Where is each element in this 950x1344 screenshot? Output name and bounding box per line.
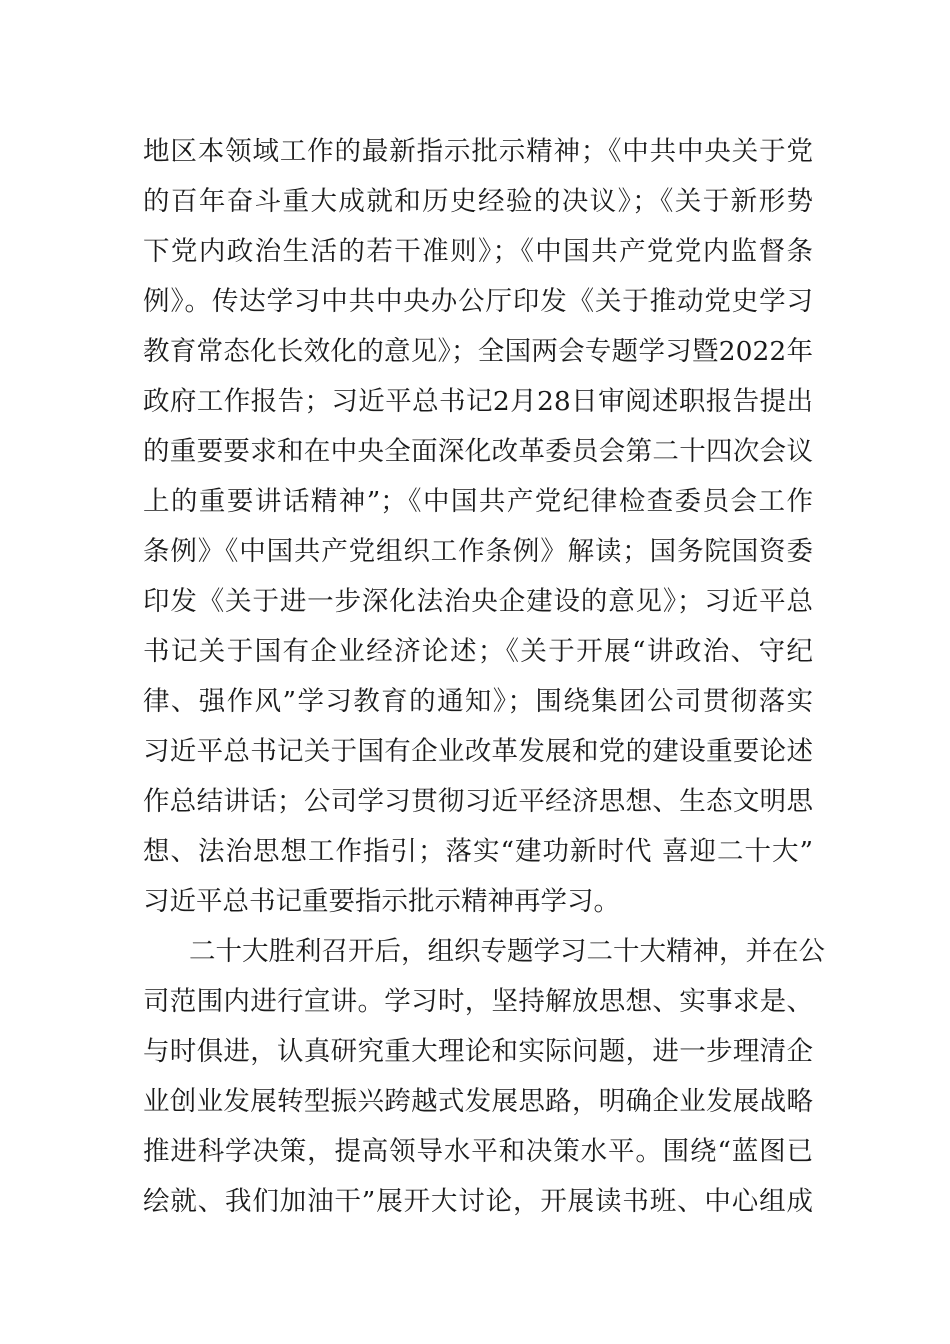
text-line: 的重要要求和在中央全面深化改革委员会第二十四次会议 [143,436,813,467]
text-line: 司范围内进行宣讲。学习时，坚持解放思想、实事求是、 [143,986,813,1017]
text-line: 政府工作报告；习近平总书记2月28日审阅述职报告提出 [143,386,813,417]
text-line: 习近平总书记关于国有企业改革发展和党的建设重要论述 [143,736,813,767]
text-line: 习近平总书记重要指示批示精神再学习。 [143,886,620,917]
text-line: 印发《关于进一步深化法治央企建设的意见》；习近平总 [143,586,813,617]
text-line: 推进科学决策，提高领导水平和决策水平。围绕“蓝图已 [143,1136,813,1167]
text-line: 业创业发展转型振兴跨越式发展思路，明确企业发展战略 [143,1086,813,1117]
text-line: 地区本领域工作的最新指示批示精神；《中共中央关于党 [143,136,813,167]
text-line: 条例》《中国共产党组织工作条例》解读；国务院国资委 [143,536,813,567]
text-line: 例》。传达学习中共中央办公厅印发《关于推动党史学习 [143,286,813,317]
text-line: 作总结讲话；公司学习贯彻习近平经济思想、生态文明思 [143,786,813,817]
text-line: 律、强作风”学习教育的通知》；围绕集团公司贯彻落实 [143,686,813,717]
text-line: 书记关于国有企业经济论述；《关于开展“讲政治、守纪 [143,636,813,667]
text-line: 下党内政治生活的若干准则》；《中国共产党党内监督条 [143,236,813,267]
text-line: 教育常态化长效化的意见》；全国两会专题学习暨2022年 [143,336,813,367]
text-line: 上的重要讲话精神”；《中国共产党纪律检查委员会工作 [143,486,813,517]
text-line: 与时俱进，认真研究重大理论和实际问题，进一步理清企 [143,1036,813,1067]
paragraph-2 [143,927,825,1227]
text-line: 二十大胜利召开后，组织专题学习二十大精神，并在公 [189,936,825,967]
text-line: 想、法治思想工作指引；落实“建功新时代 喜迎二十大” [143,836,813,867]
paragraph-1 [143,127,813,927]
text-line: 绘就、我们加油干”展开大讨论，开展读书班、中心组成 [143,1186,813,1217]
text-line: 的百年奋斗重大成就和历史经验的决议》；《关于新形势 [143,186,813,217]
